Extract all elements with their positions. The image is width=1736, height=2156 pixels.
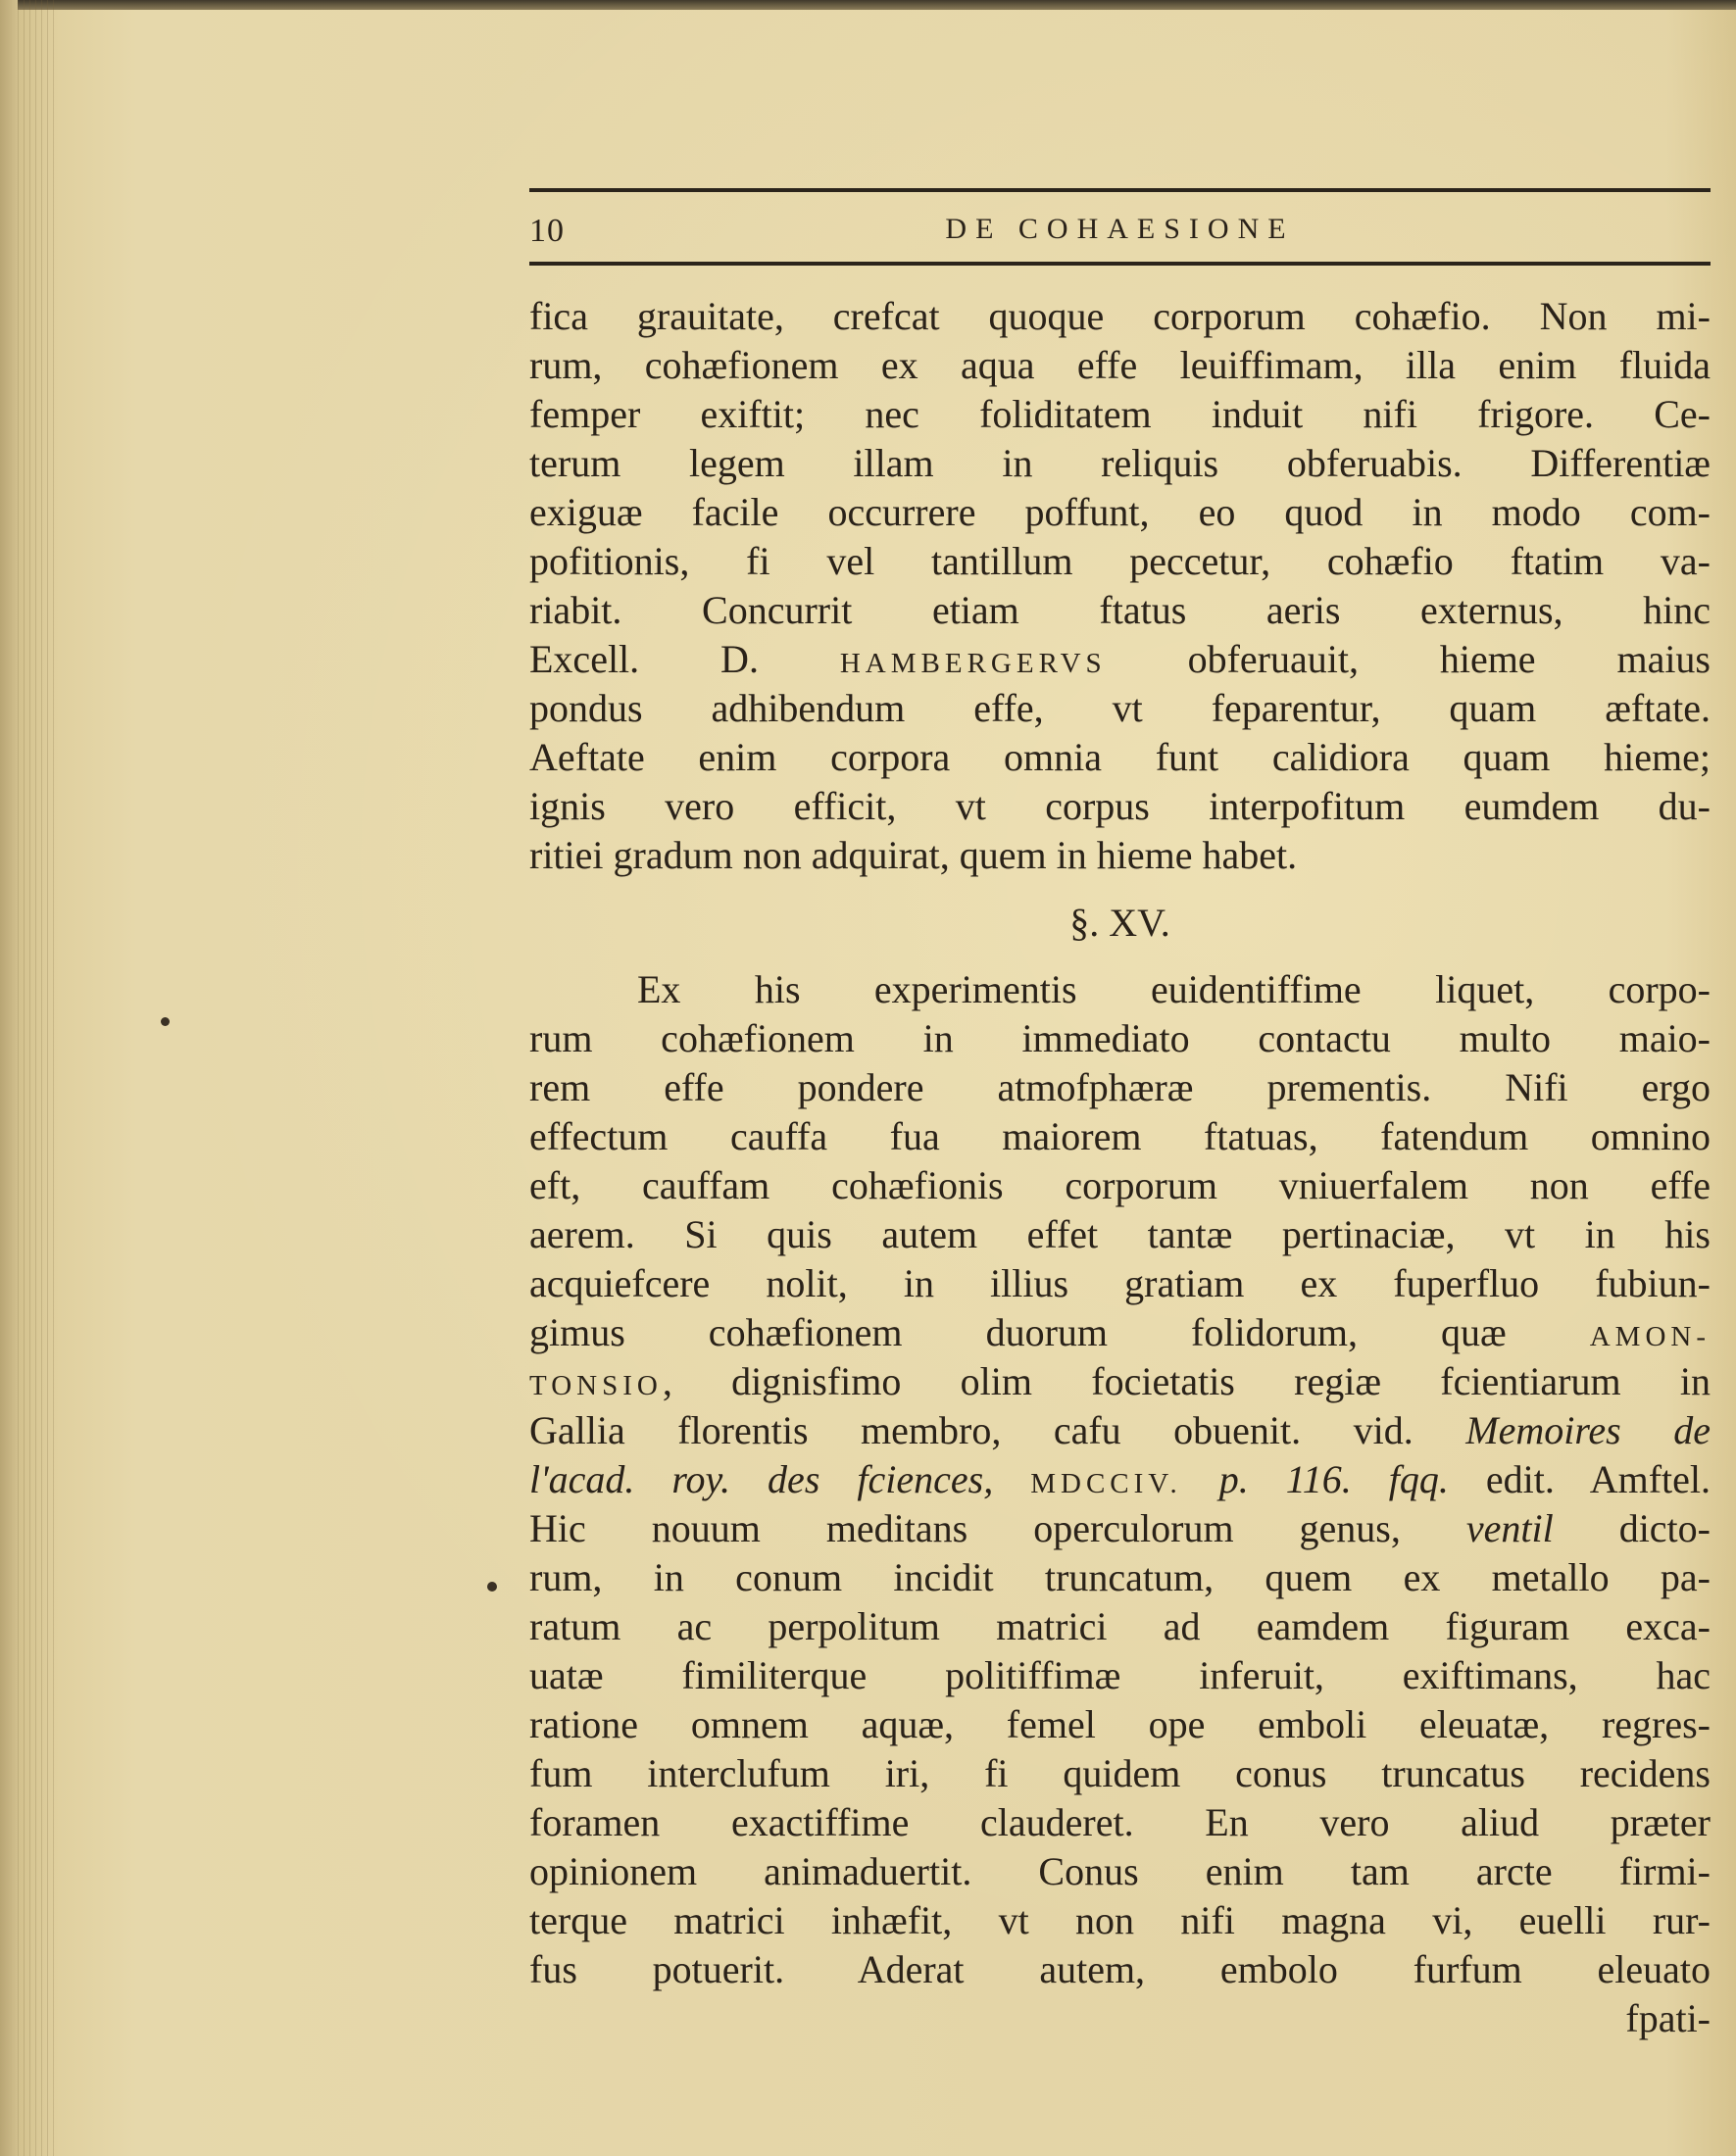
text-line: fum interclufum iri, fi quidem conus truncatus recidens <box>529 1751 1711 1795</box>
text-line: rum cohæfionem in immediato contactu multo maio- <box>529 1016 1711 1060</box>
text-line: l'acad. roy. des fciences, MDCCIV. p. 116. fqq. edit. Amftel. <box>529 1457 1711 1501</box>
citation-title: Memoires de <box>1465 1408 1711 1452</box>
text-line: ratum ac perpolitum matrici ad eamdem figuram exca- <box>529 1604 1711 1648</box>
text-line: Hic nouum meditans operculorum genus, ventil dicto- <box>529 1506 1711 1550</box>
text-line: opinionem animaduertit. Conus enim tam arcte firmi- <box>529 1849 1711 1893</box>
text-line: gimus cohæfionem duorum folidorum, quæ AMON- <box>529 1310 1711 1354</box>
text-line: acquiefcere nolit, in illius gratiam ex fuperfluo fubiun- <box>529 1261 1711 1305</box>
text-line: foramen exactiffime clauderet. En vero aliud præter <box>529 1800 1711 1844</box>
text-line: ritiei gradum non adquirat, quem in hieme habet. <box>529 833 1298 877</box>
gutter-shadow <box>0 0 18 2156</box>
text-line: Ex his experimentis euidentiffime liquet, corpo- <box>637 967 1711 1011</box>
text-line: fus potuerit. Aderat autem, embolo furfum eleuato <box>529 1947 1711 1991</box>
text-line: fica grauitate, crefcat quoque corporum cohæfio. Non mi- <box>529 294 1711 338</box>
text-line: pondus adhibendum effe, vt feparentur, quam æftate. <box>529 686 1711 730</box>
author-name: TONSIO <box>529 1370 663 1401</box>
text-line: Aeftate enim corpora omnia funt calidiora quam hieme; <box>529 735 1711 779</box>
page-edges <box>18 0 59 2156</box>
text-line: TONSIO, dignisfimo olim focietatis regiæ fcientiarum in <box>529 1359 1711 1403</box>
text-line: exiguæ facile occurrere poffunt, eo quod in modo com- <box>529 490 1711 534</box>
text-line: Gallia florentis membro, cafu obuenit. vid. Memoires de <box>529 1408 1711 1452</box>
citation-title: l'acad. roy. des fciences, <box>529 1457 994 1501</box>
author-name: AMON- <box>1589 1321 1711 1352</box>
text-line: eft, cauffam cohæfionis corporum vniuerfalem non effe <box>529 1163 1711 1207</box>
citation-pages: p. 116. fqq. <box>1181 1457 1449 1501</box>
text-line: femper exiftit; nec foliditatem induit nifi frigore. Ce- <box>529 392 1711 436</box>
page-number: 10 <box>529 213 565 249</box>
text-line: Excell. D. HAMBERGERVS obferuauit, hieme maius <box>529 637 1711 681</box>
section-heading: §. XV. <box>1069 901 1170 945</box>
text-line: pofitionis, fi vel tantillum peccetur, cohæfio ftatim va- <box>529 539 1711 583</box>
text-line: rum, in conum incidit truncatum, quem ex metallo pa- <box>529 1555 1711 1599</box>
text-line: effectum cauffa fua maiorem ftatuas, fatendum omnino <box>529 1114 1711 1158</box>
text-line: terque matrici inhæfit, vt non nifi magna vi, euelli rur- <box>529 1898 1711 1942</box>
top-page-edge <box>0 0 1736 10</box>
catchword: fpati- <box>1625 1996 1711 2040</box>
ink-spot <box>161 1017 170 1026</box>
text-line: terum legem illam in reliquis obferuabis. Differentiæ <box>529 441 1711 485</box>
running-title: DE COHAESIONE <box>945 213 1295 245</box>
header-rule-bottom <box>529 262 1711 266</box>
text-line: aerem. Si quis autem effet tantæ pertinaciæ, vt in his <box>529 1212 1711 1256</box>
ink-spot <box>487 1582 497 1592</box>
text-line: riabit. Concurrit etiam ftatus aeris externus, hinc <box>529 588 1711 632</box>
author-name: HAMBERGERVS <box>839 648 1107 679</box>
text-line: ignis vero efficit, vt corpus interpofitum eumdem du- <box>529 784 1711 828</box>
text-line: rem effe pondere atmofphæræ prementis. Nifi ergo <box>529 1065 1711 1109</box>
citation-year: MDCCIV. <box>1030 1468 1182 1499</box>
text-line: ratione omnem aquæ, femel ope emboli eleuatæ, regres- <box>529 1702 1711 1746</box>
header-rule-top <box>529 188 1711 192</box>
text-line: uatæ fimiliterque politiffimæ inferuit, exiftimans, hac <box>529 1653 1711 1697</box>
italic-term: ventil <box>1465 1506 1554 1550</box>
running-head <box>529 201 1711 256</box>
text-line: rum, cohæfionem ex aqua effe leuiffimam, illa enim fluida <box>529 343 1711 387</box>
